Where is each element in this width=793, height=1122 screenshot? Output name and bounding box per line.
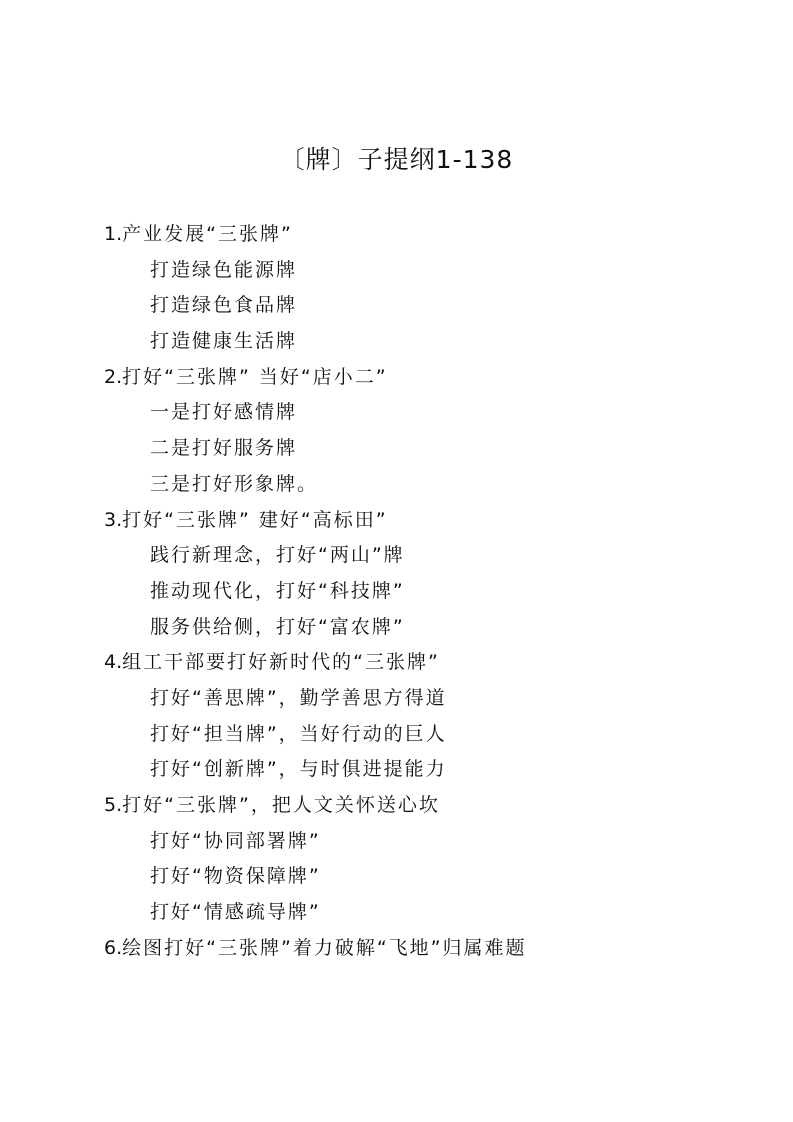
section-heading bbox=[104, 931, 744, 967]
section-heading-text: 打好“三张牌” 建好“高标田” bbox=[122, 508, 388, 531]
outline-section bbox=[104, 645, 744, 788]
section-heading bbox=[104, 217, 744, 253]
section-subitem: 推动现代化，打好“科技牌” bbox=[150, 579, 405, 602]
outline-section bbox=[104, 503, 744, 646]
outline-section bbox=[104, 217, 744, 360]
section-number: 4. bbox=[104, 651, 123, 674]
section-number: 5. bbox=[104, 794, 123, 816]
section-heading bbox=[104, 503, 744, 539]
section-subitem: 打造绿色食品牌 bbox=[150, 294, 298, 317]
section-subitem: 践行新理念，打好“两山”牌 bbox=[150, 544, 405, 567]
outline-section bbox=[104, 788, 744, 931]
outline-list bbox=[104, 217, 744, 966]
section-number: 2. bbox=[104, 365, 123, 388]
section-heading bbox=[104, 360, 744, 396]
section-subitem: 服务供给侧，打好“富农牌” bbox=[150, 615, 405, 638]
section-subitem: 打好“创新牌”，与时俱进提能力 bbox=[150, 758, 447, 781]
section-number: 6. bbox=[104, 936, 123, 959]
section-subitem: 打好“物资保障牌” bbox=[150, 865, 321, 888]
section-heading-text: 打好“三张牌”，把人文关怀送心坎 bbox=[122, 794, 440, 816]
section-subitem: 打造健康生活牌 bbox=[150, 330, 298, 353]
section-subitem: 打好“善思牌”，勤学善思方得道 bbox=[150, 686, 447, 709]
section-subitem: 打好“情感疏导牌” bbox=[150, 901, 321, 924]
section-subitem: 二是打好服务牌 bbox=[150, 437, 298, 460]
section-subitem: 打好“协同部署牌” bbox=[150, 829, 321, 852]
section-subitem: 三是打好形象牌。 bbox=[150, 472, 319, 495]
section-heading-text: 绘图打好“三张牌”着力破解“飞地”归属难题 bbox=[122, 936, 527, 959]
section-subitem: 打好“担当牌”，当好行动的巨人 bbox=[150, 722, 447, 745]
section-heading-text: 组工干部要打好新时代的“三张牌” bbox=[122, 651, 440, 674]
page-title: 〔牌〕子提纲1-138 bbox=[279, 145, 514, 174]
section-heading-text: 产业发展“三张牌” bbox=[122, 223, 293, 245]
outline-section bbox=[104, 360, 744, 503]
section-heading bbox=[104, 788, 744, 824]
section-heading-text: 打好“三张牌” 当好“店小二” bbox=[122, 365, 388, 388]
outline-section bbox=[104, 931, 744, 967]
section-number: 1. bbox=[104, 223, 123, 245]
section-heading bbox=[104, 645, 744, 681]
section-subitem: 一是打好感情牌 bbox=[150, 401, 298, 424]
section-subitem: 打造绿色能源牌 bbox=[150, 258, 298, 281]
section-number: 3. bbox=[104, 508, 123, 531]
